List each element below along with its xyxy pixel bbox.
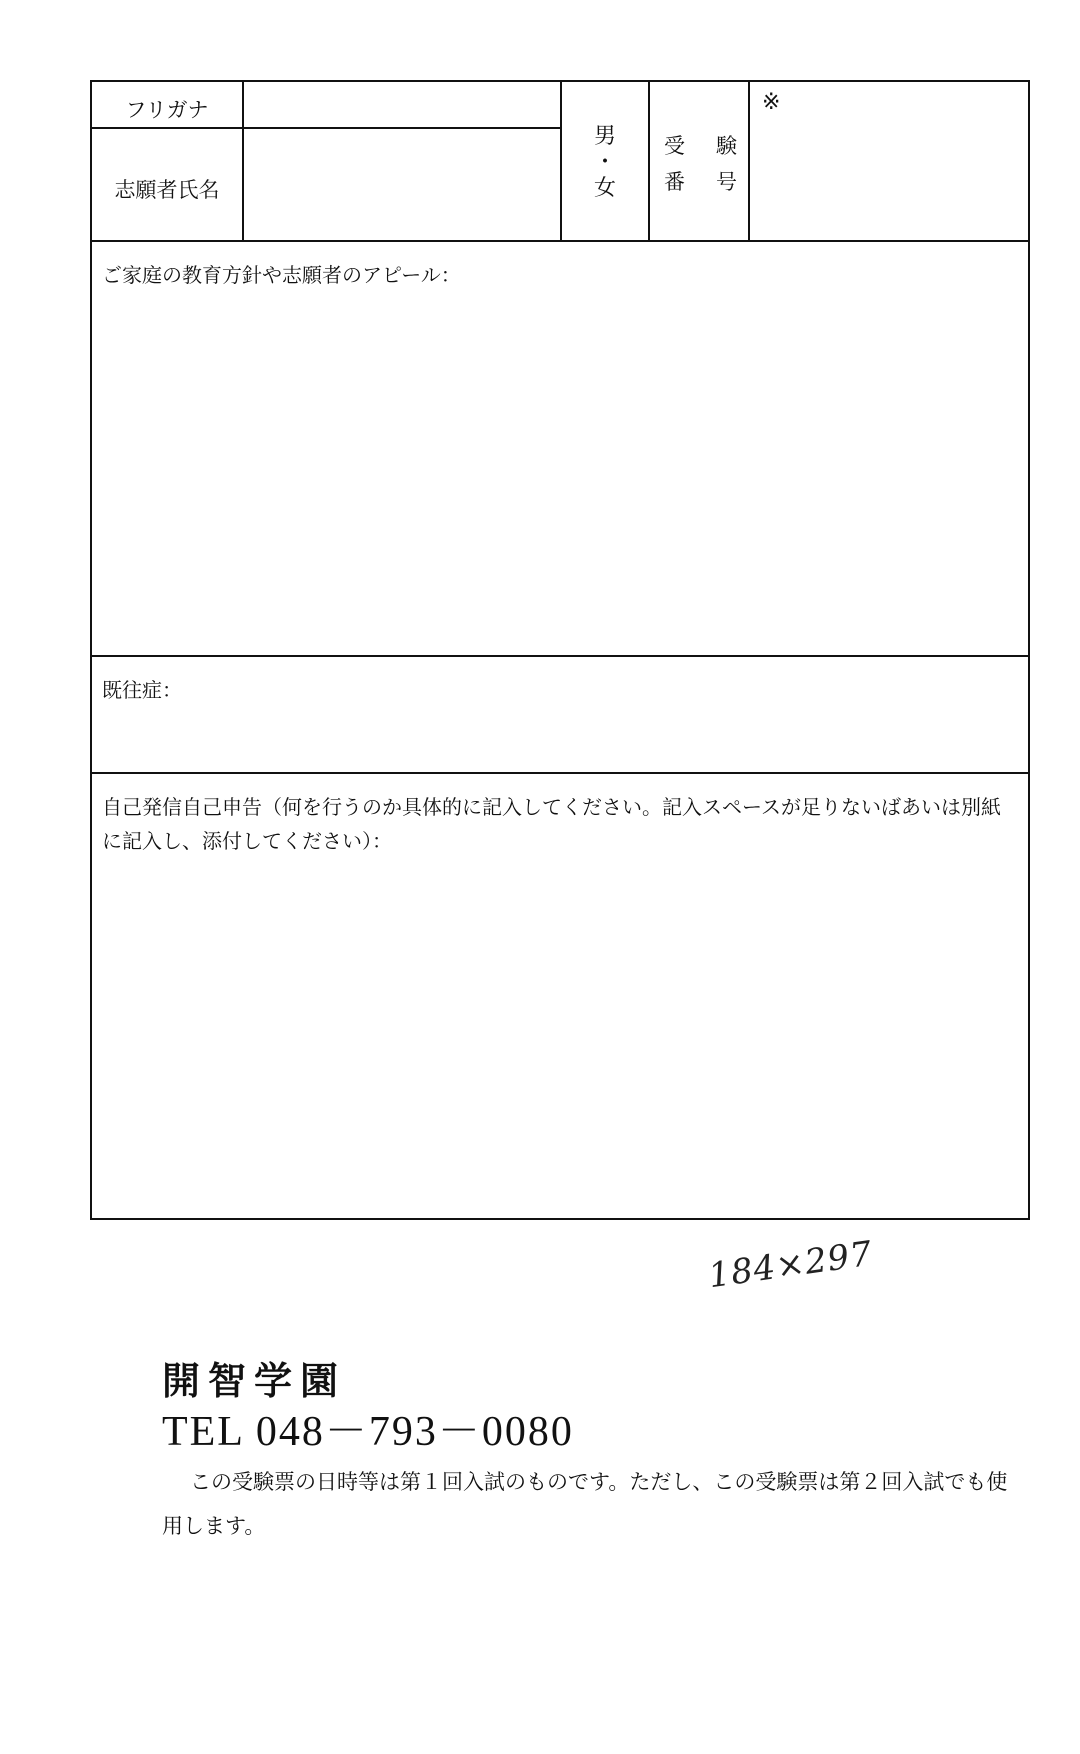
- telephone-number: TEL 048－793－0080: [162, 1409, 574, 1455]
- application-form: [90, 80, 1030, 1220]
- gender-column: [562, 82, 650, 240]
- exam-label-char: 番: [664, 170, 685, 194]
- gender-male: 男: [593, 124, 616, 149]
- applicant-header-row: [92, 82, 1028, 242]
- exam-number-label: [664, 130, 750, 196]
- school-name: 開智学園: [162, 1358, 347, 1403]
- exam-ticket-note: この受験票の日時等は第１回入試のものです。ただし、この受験票は第２回入試でも使用します。: [162, 1470, 1008, 1538]
- medical-history-section: [92, 657, 1028, 774]
- furigana-divider: [92, 127, 242, 129]
- exam-label-char: 号: [716, 170, 737, 194]
- exam-number-label-column: [650, 82, 750, 240]
- self-report-label: 自己発信自己申告（何を行うのか具体的に記入してください。記入スペースが足りないばあいは別紙に記入し、添付してください）：: [102, 795, 1001, 853]
- gender-dot: ・: [593, 150, 616, 175]
- education-policy-label: ご家庭の教育方針や志願者のアピール：: [102, 263, 461, 287]
- applicant-name-label: 志願者氏名: [114, 178, 220, 202]
- name-entry-column: [244, 82, 562, 240]
- exam-label-char: 験: [716, 134, 737, 158]
- self-report-section: [92, 774, 1028, 1218]
- furigana-label: フリガナ: [125, 98, 209, 122]
- exam-number-field: [750, 82, 1028, 240]
- education-policy-section: [92, 242, 1028, 657]
- exam-label-char: 受: [664, 134, 685, 158]
- furigana-divider: [244, 127, 560, 129]
- medical-history-label: 既往症：: [102, 678, 182, 702]
- gender-female: 女: [593, 176, 616, 201]
- label-column: [92, 82, 244, 240]
- reference-mark: ※: [762, 90, 781, 115]
- handwritten-size-note: 184×297: [706, 1233, 876, 1297]
